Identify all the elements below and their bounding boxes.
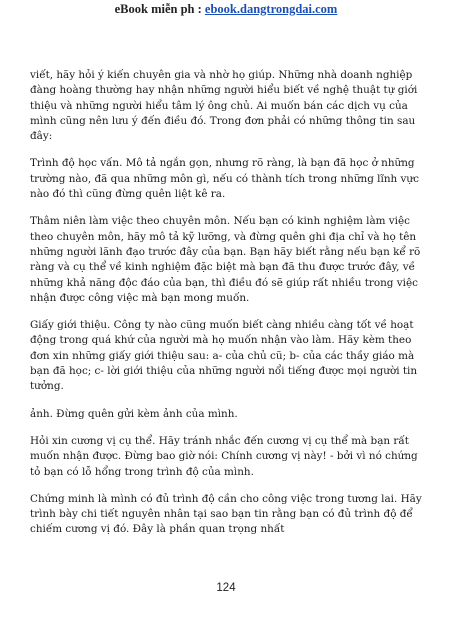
paragraph: Hỏi xin cương vị cụ thể. Hãy tránh nhắc đến cương vị cụ thể mà bạn rất muốn nhận được. Đừng bao giờ nói: Chính cương vị này! - bởi vì nó chứng tỏ bạn có lỗ hổng trong trình độ của mình.: [30, 434, 418, 478]
header-link[interactable]: ebook.dangtrongdai.com: [204, 2, 338, 16]
page-body: [30, 68, 430, 550]
paragraph: viết, hãy hỏi ý kiến chuyên gia và nhờ họ giúp. Những nhà doanh nghiệp đàng hoàng thường hay nhận những người hiểu biết về nghệ thuật tự giới thiệu và những người hiểu tâm lý ông chủ. Ai muốn bán các dịch vụ của mình cũng nên lưu ý đến điều đó. Trong đơn phải có những thông tin sau đây:: [30, 69, 418, 143]
page-number: 124: [216, 582, 236, 594]
paragraph: ảnh. Đừng quên gửi kèm ảnh của mình.: [30, 407, 238, 420]
paragraph: Chứng minh là mình có đủ trình độ cần cho công việc trong tương lai. Hãy trình bày chi tiết nguyên nhân tại sao bạn tin rằng bạn có đủ trình độ để chiếm cương vị đó. Đây là phần quan trọng nhất: [30, 492, 422, 536]
page-header: [0, 2, 452, 17]
paragraph: Thâm niên làm việc theo chuyên môn. Nếu bạn có kinh nghiệm làm việc theo chuyên môn, hãy mô tả kỹ lưỡng, và đừng quên ghi địa chỉ và họ tên những người lãnh đạo trước đây của bạn. Bạn hãy biết rằng nếu bạn kể rõ ràng và cụ thể về kinh nghiệm đặc biệt mà bạn đã thu được trước đây, về những khả năng độc đáo của bạn, thì điều đó sẽ giúp rất nhiều trong việc nhận được công việc mà bạn mong muốn.: [30, 215, 421, 304]
paragraph: Giấy giới thiệu. Công ty nào cũng muốn biết càng nhiều càng tốt về hoạt động trong quá khứ của người mà họ muốn nhận vào làm. Hãy kèm theo đơn xin những giấy giới thiệu sau: a- của chủ cũ; b- của các thầy giáo mà bạn đã học; c- lời giới thiệu của những người nổi tiếng được mọi người tin tưởng.: [30, 319, 418, 393]
header-prefix: eBook miễn ph :: [114, 2, 205, 16]
paragraph: Trình độ học vấn. Mô tả ngắn gọn, nhưng rõ ràng, là bạn đã học ở những trường nào, đã qua những môn gì, nếu có thành tích trong những lĩnh vực nào đó thì cũng đừng quên liệt kê ra.: [30, 157, 419, 201]
